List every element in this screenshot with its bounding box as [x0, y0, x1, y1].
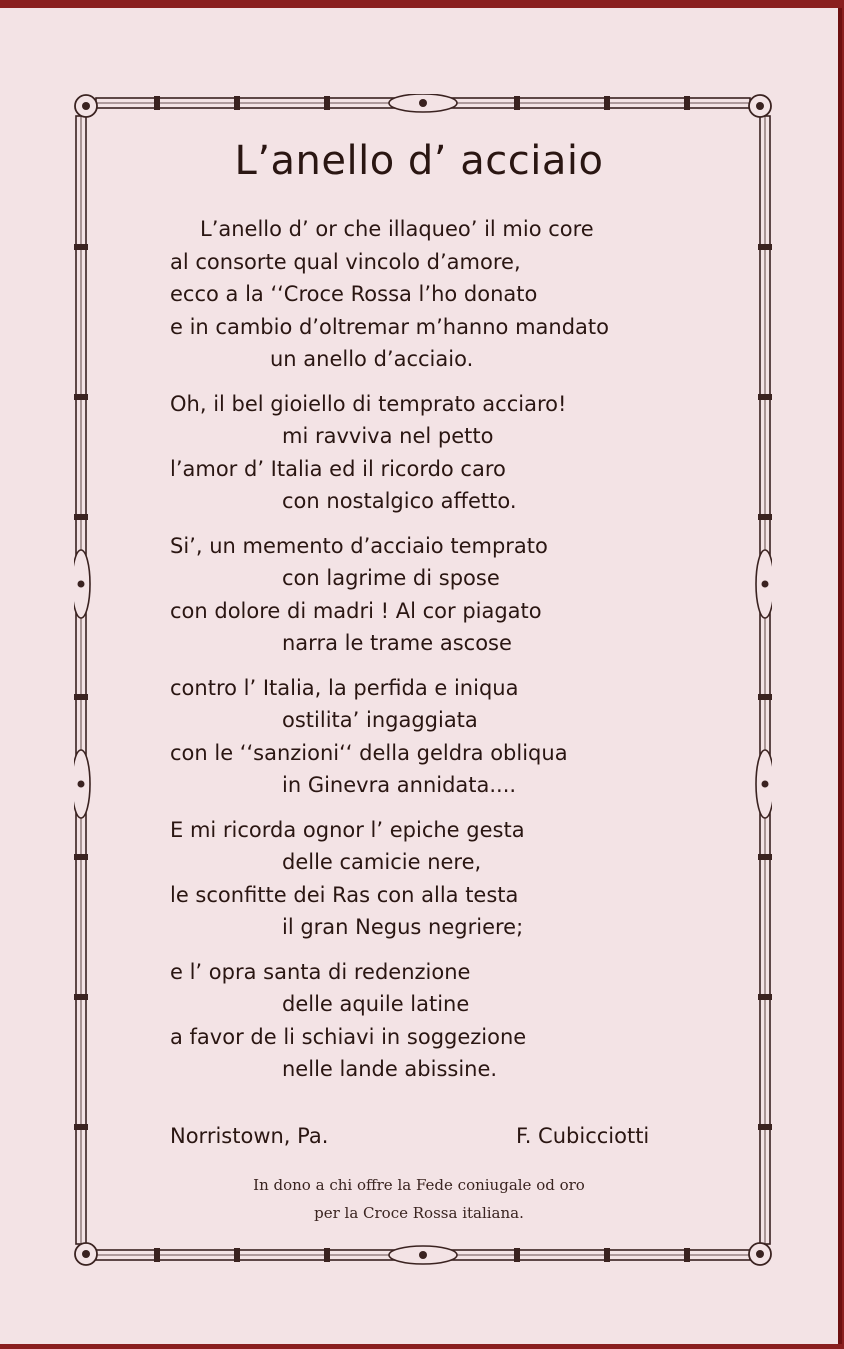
- poem-line: un anello d’acciaio.: [270, 347, 474, 371]
- poem-line: delle aquile latine: [282, 992, 470, 1016]
- poem-line: il gran Negus negriere;: [282, 915, 524, 939]
- poem-line: mi ravviva nel petto: [282, 424, 494, 448]
- stanza-3: [170, 530, 730, 660]
- poem-line: L’anello d’ or che illaqueo’ il mio core: [200, 217, 594, 241]
- poem-line: E mi ricorda ognor l’ epiche gesta: [170, 817, 525, 842]
- dedication-note: [0, 1171, 838, 1227]
- poem-line: ostilita’ ingaggiata: [282, 708, 478, 732]
- poem-line: contro l’ Italia, la perfida e iniqua: [170, 675, 519, 700]
- author-signature: F. Cubicciotti: [516, 1124, 650, 1148]
- dedication-line-1: In dono a chi offre la Fede coniugale od oro: [253, 1176, 585, 1194]
- stanza-1: [170, 213, 730, 376]
- poem-line: con nostalgico affetto.: [282, 489, 517, 513]
- stanza-4: [170, 672, 730, 802]
- stanza-6: [170, 956, 730, 1086]
- dedication-line-2: per la Croce Rossa italiana.: [314, 1204, 524, 1222]
- stanza-2: [170, 388, 730, 518]
- poem-line: ecco a la ‘‘Croce Rossa l’ho donato: [170, 282, 538, 306]
- poem-line: con lagrime di spose: [282, 566, 500, 590]
- poem-line: con le ‘‘sanzioni‘‘ della geldra obliqua: [170, 740, 568, 765]
- poem-line: l’amor d’ Italia ed il ricordo caro: [170, 456, 506, 481]
- poem-line: delle camicie nere,: [282, 850, 482, 874]
- poem-line: nelle lande abissine.: [282, 1057, 498, 1081]
- poem-line: a favor de li schiavi in soggezione: [170, 1024, 527, 1049]
- poem-line: e l’ opra santa di redenzione: [170, 959, 471, 984]
- poem-line: al consorte qual vincolo d’amore,: [170, 249, 521, 274]
- poem-body: [170, 213, 730, 1098]
- place-signature: Norristown, Pa.: [170, 1124, 329, 1148]
- poem-line: con dolore di madri ! Al cor piagato: [170, 598, 542, 623]
- poem-line: in Ginevra annidata....: [282, 773, 517, 797]
- stanza-5: [170, 814, 730, 944]
- poem-line: narra le trame ascose: [282, 631, 512, 655]
- poem-line: e in cambio d’oltremar m’hanno mandato: [170, 314, 609, 339]
- poem-line: le sconfitte dei Ras con alla testa: [170, 882, 519, 907]
- poem-line: Oh, il bel gioiello di temprato acciaro!: [170, 391, 567, 416]
- poem-line: Si’, un memento d’acciaio temprato: [170, 533, 548, 558]
- document-page: [0, 8, 842, 1344]
- poem-title: L’anello d’ acciaio: [234, 138, 604, 184]
